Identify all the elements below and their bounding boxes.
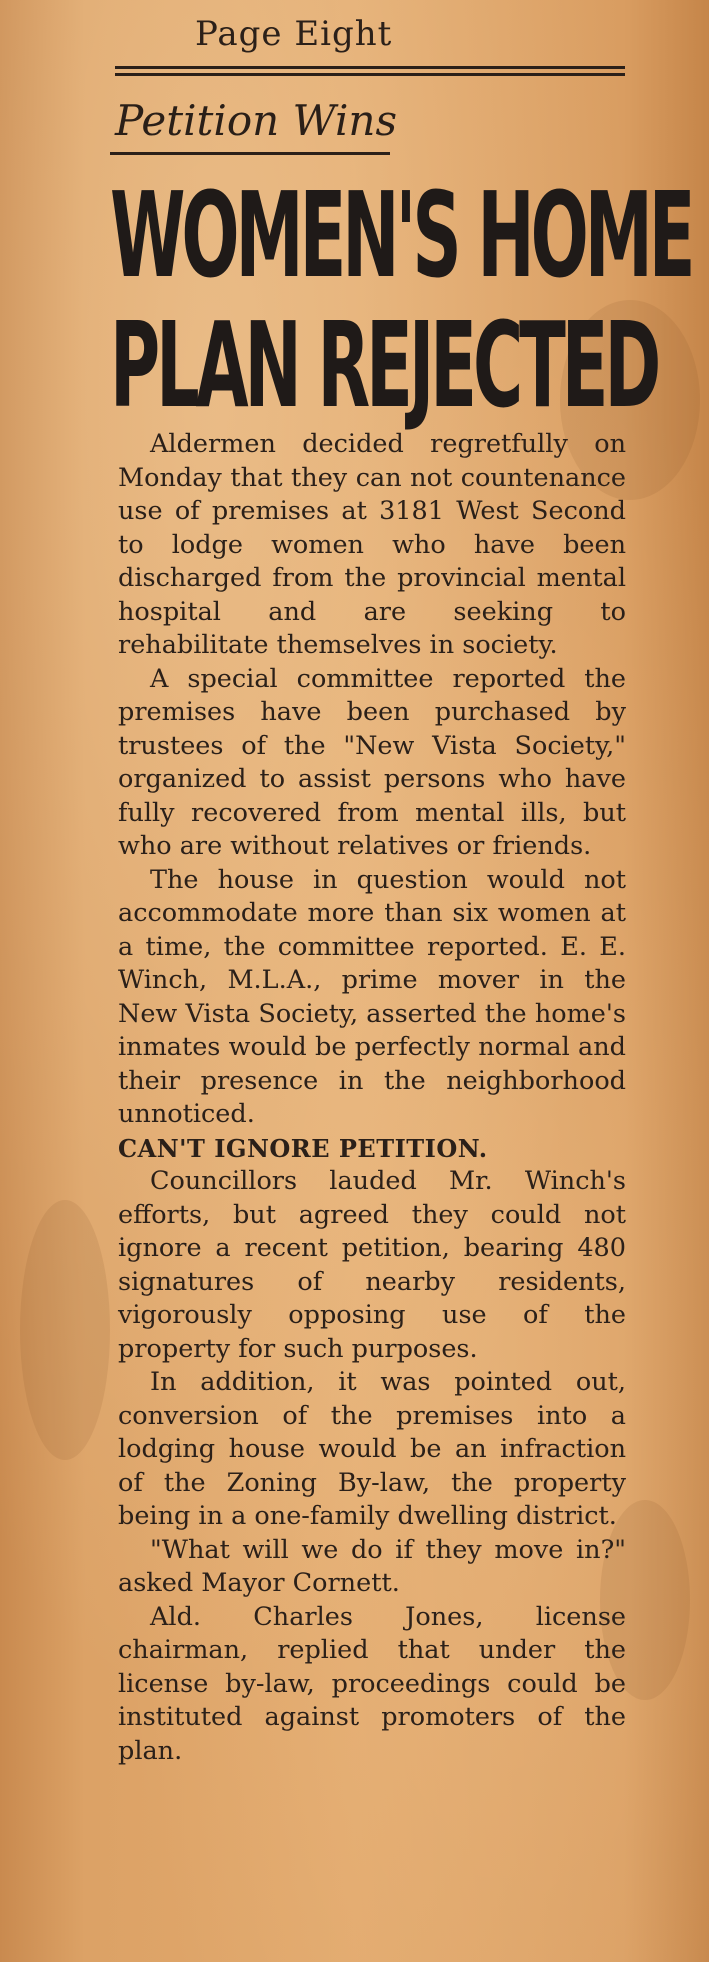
paragraph: In addition, it was pointed out, conversion of the premises into a lodging house would be an infraction of the Zoning By-law, the property being in a one-family dwelling district. [118,1367,626,1531]
headline-line-2: PLAN REJECTED [110,296,658,434]
article-body [118,428,626,1768]
page-label: Page Eight [195,14,393,54]
paragraph: A special committee reported the premises have been purchased by trustees of the "New Vista Society," organized to assist persons who have fully recovered from mental ills, but who are without relatives or friends. [118,663,626,861]
kicker-underline [110,152,390,155]
headline-line-1: WOMEN'S HOME [110,166,692,304]
paragraph: Ald. Charles Jones, license chairman, replied that under the license by-law, proceedings could be instituted against promoters of the plan. [118,1601,626,1766]
paragraph: Councillors lauded Mr. Winch's efforts, but agreed they could not ignore a recent petition, bearing 480 signatures of nearby residents, vigorously opposing use of the property for such purposes. [118,1166,626,1364]
subhead: CAN'T IGNORE PETITION. [118,1133,488,1163]
paragraph: Aldermen decided regretfully on Monday that they can not countenance use of premises at 3181 West Second to lodge women who have been discharged from the provincial mental hospital and are seeking to rehabilitate themselves in society. [118,429,626,660]
top-rule [115,66,625,76]
paragraph: The house in question would not accommodate more than six women at a time, the committee reported. E. E. Winch, M.L.A., prime mover in the New Vista Society, asserted the home's inmates would be perfectly normal and their presence in the neighborhood unnoticed. [118,864,626,1129]
paragraph: "What will we do if they move in?" asked Mayor Cornett. [118,1534,626,1598]
kicker: Petition Wins [115,96,398,145]
headline [110,166,692,434]
paper-stain [20,1200,110,1460]
